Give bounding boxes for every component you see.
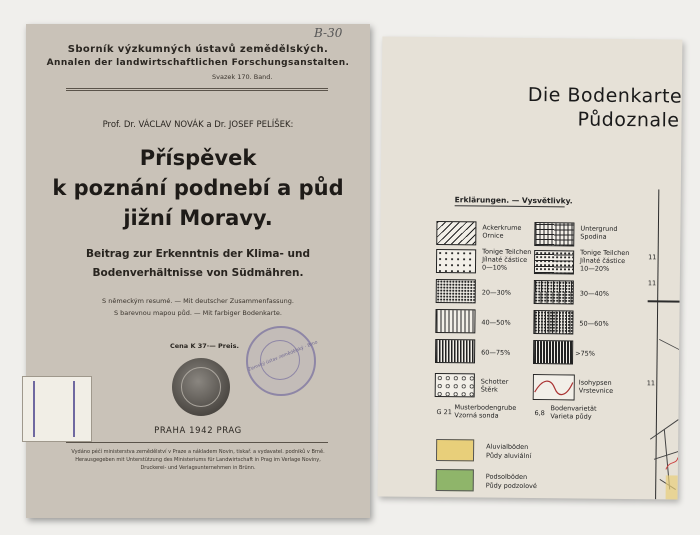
volume-label: Svazek 170. Band. bbox=[212, 73, 273, 81]
map-sheet bbox=[378, 36, 683, 499]
publisher-line-3: Druckerei- und Verlagsunternehmen in Brünn. bbox=[140, 465, 256, 471]
legend-label-60-75: 60—75% bbox=[481, 348, 511, 357]
edge-mark-2: 11 bbox=[647, 279, 657, 288]
legend-label-over-75: >75% bbox=[575, 349, 596, 358]
sample-mark-g21: G 21 bbox=[436, 408, 452, 417]
swatch-30-40 bbox=[534, 280, 574, 304]
main-title-line-2: k poznání podnebí a půd bbox=[52, 176, 344, 200]
swatch-40-50 bbox=[435, 309, 475, 333]
publisher-line-2: Herausgegeben mit Unterstützung des Ministeriums für Landwirtschaft in Prag im Verlage Noviny, bbox=[75, 457, 321, 463]
authors: Prof. Dr. VÁCLAV NOVÁK a Dr. JOSEF PELÍŠEK: bbox=[102, 120, 294, 130]
main-title-line-1: Příspěvek bbox=[139, 146, 257, 170]
legend-header: Erklärungen. — Vysvětlivky. bbox=[454, 195, 573, 206]
legend-label-40-50: 40—50% bbox=[481, 318, 511, 327]
sample-mark-6-8: 6,8 bbox=[534, 409, 545, 418]
note-summary: S německým resumé. — Mit deutscher Zusammenfassung. bbox=[102, 297, 294, 305]
legend-label-30-40: 30—40% bbox=[579, 289, 609, 298]
swatch-aluvialboden bbox=[436, 439, 474, 461]
series-title-de: Annalen der landwirtschaftlichen Forschungsanstalten. bbox=[46, 58, 350, 68]
soil-podsol-de: Podsolböden bbox=[485, 472, 528, 481]
legend-label-50-60: 50—60% bbox=[579, 319, 609, 328]
price-label: Cena K 37·— Preis. bbox=[170, 342, 239, 350]
subtitle-line-1: Beitrag zur Erkenntnis der Klima- und bbox=[85, 248, 311, 260]
swatch-10-20 bbox=[534, 250, 574, 274]
legend-label-schotter: Schotter Štěrk bbox=[480, 377, 509, 394]
swatch-podsolboden bbox=[436, 469, 474, 491]
swatch-20-30 bbox=[436, 279, 476, 303]
legend-label-bodenvarietat: Bodenvarietät Varieta půdy bbox=[550, 404, 597, 421]
swatch-0-10 bbox=[436, 249, 476, 273]
legend-label-20-30: 20—30% bbox=[481, 288, 511, 297]
header-rule bbox=[66, 88, 328, 89]
stamp-text: Zemský ústav zemědělský · Brno bbox=[247, 340, 319, 373]
note-map: S barevnou mapou půd. — Mit farbiger Bodenkarte. bbox=[113, 309, 282, 317]
soil-podsol-cz: Půdy podzolové bbox=[485, 481, 537, 491]
map-edge-fragment bbox=[640, 189, 681, 499]
map-title-de: Die Bodenkarte bbox=[527, 83, 683, 108]
soil-aluvial-cz: Půdy aluviální bbox=[485, 451, 532, 461]
legend-label-musterbodengrube: Musterbodengrube Vzorná sonda bbox=[454, 403, 517, 420]
brochure-cover bbox=[26, 24, 370, 518]
edge-mark-1: 11 bbox=[648, 253, 657, 262]
swatch-60-75 bbox=[435, 339, 475, 363]
edge-mark-3: 11 bbox=[646, 379, 656, 388]
swatch-untergrund bbox=[534, 222, 574, 246]
legend-label-untergrund: Untergrund Spodina bbox=[580, 224, 618, 241]
legend-label-0-10: Tonige Teilchen Jílnaté částice 0—10% bbox=[481, 247, 532, 272]
dark-seal bbox=[172, 358, 230, 416]
place-year: PRAHA 1942 PRAG bbox=[154, 426, 242, 436]
legend-label-ackerkrume: Ackerkrume Ornice bbox=[482, 223, 522, 240]
legend-label-10-20: Tonige Teilchen Jílnaté částice 10—20% bbox=[579, 248, 630, 273]
swatch-schotter bbox=[435, 373, 475, 397]
swatch-50-60 bbox=[533, 310, 573, 334]
legend-label-isohypsen: Isohypsen Vrstevnice bbox=[578, 378, 614, 395]
contour-symbol bbox=[533, 374, 575, 400]
handwritten-code: B-30 bbox=[314, 26, 343, 40]
library-stamp bbox=[246, 326, 319, 396]
main-title-line-3: jižní Moravy. bbox=[123, 206, 273, 230]
subtitle-line-2: Bodenverhältnisse von Südmähren. bbox=[92, 267, 304, 279]
swatch-over-75 bbox=[533, 340, 573, 364]
swatch-ackerkrume bbox=[436, 221, 476, 245]
map-title-cz: Půdoznale bbox=[577, 108, 680, 132]
series-title-cz: Sborník výzkumných ústavů zemědělských. bbox=[67, 44, 329, 55]
publisher-line-1: Vydáno péčí ministerstva zemědělství v Praze a nákladem Novin, tiskař. a vydavatel. podniků v Brně. bbox=[71, 449, 325, 455]
soil-aluvial-de: Aluvialböden bbox=[486, 442, 529, 451]
